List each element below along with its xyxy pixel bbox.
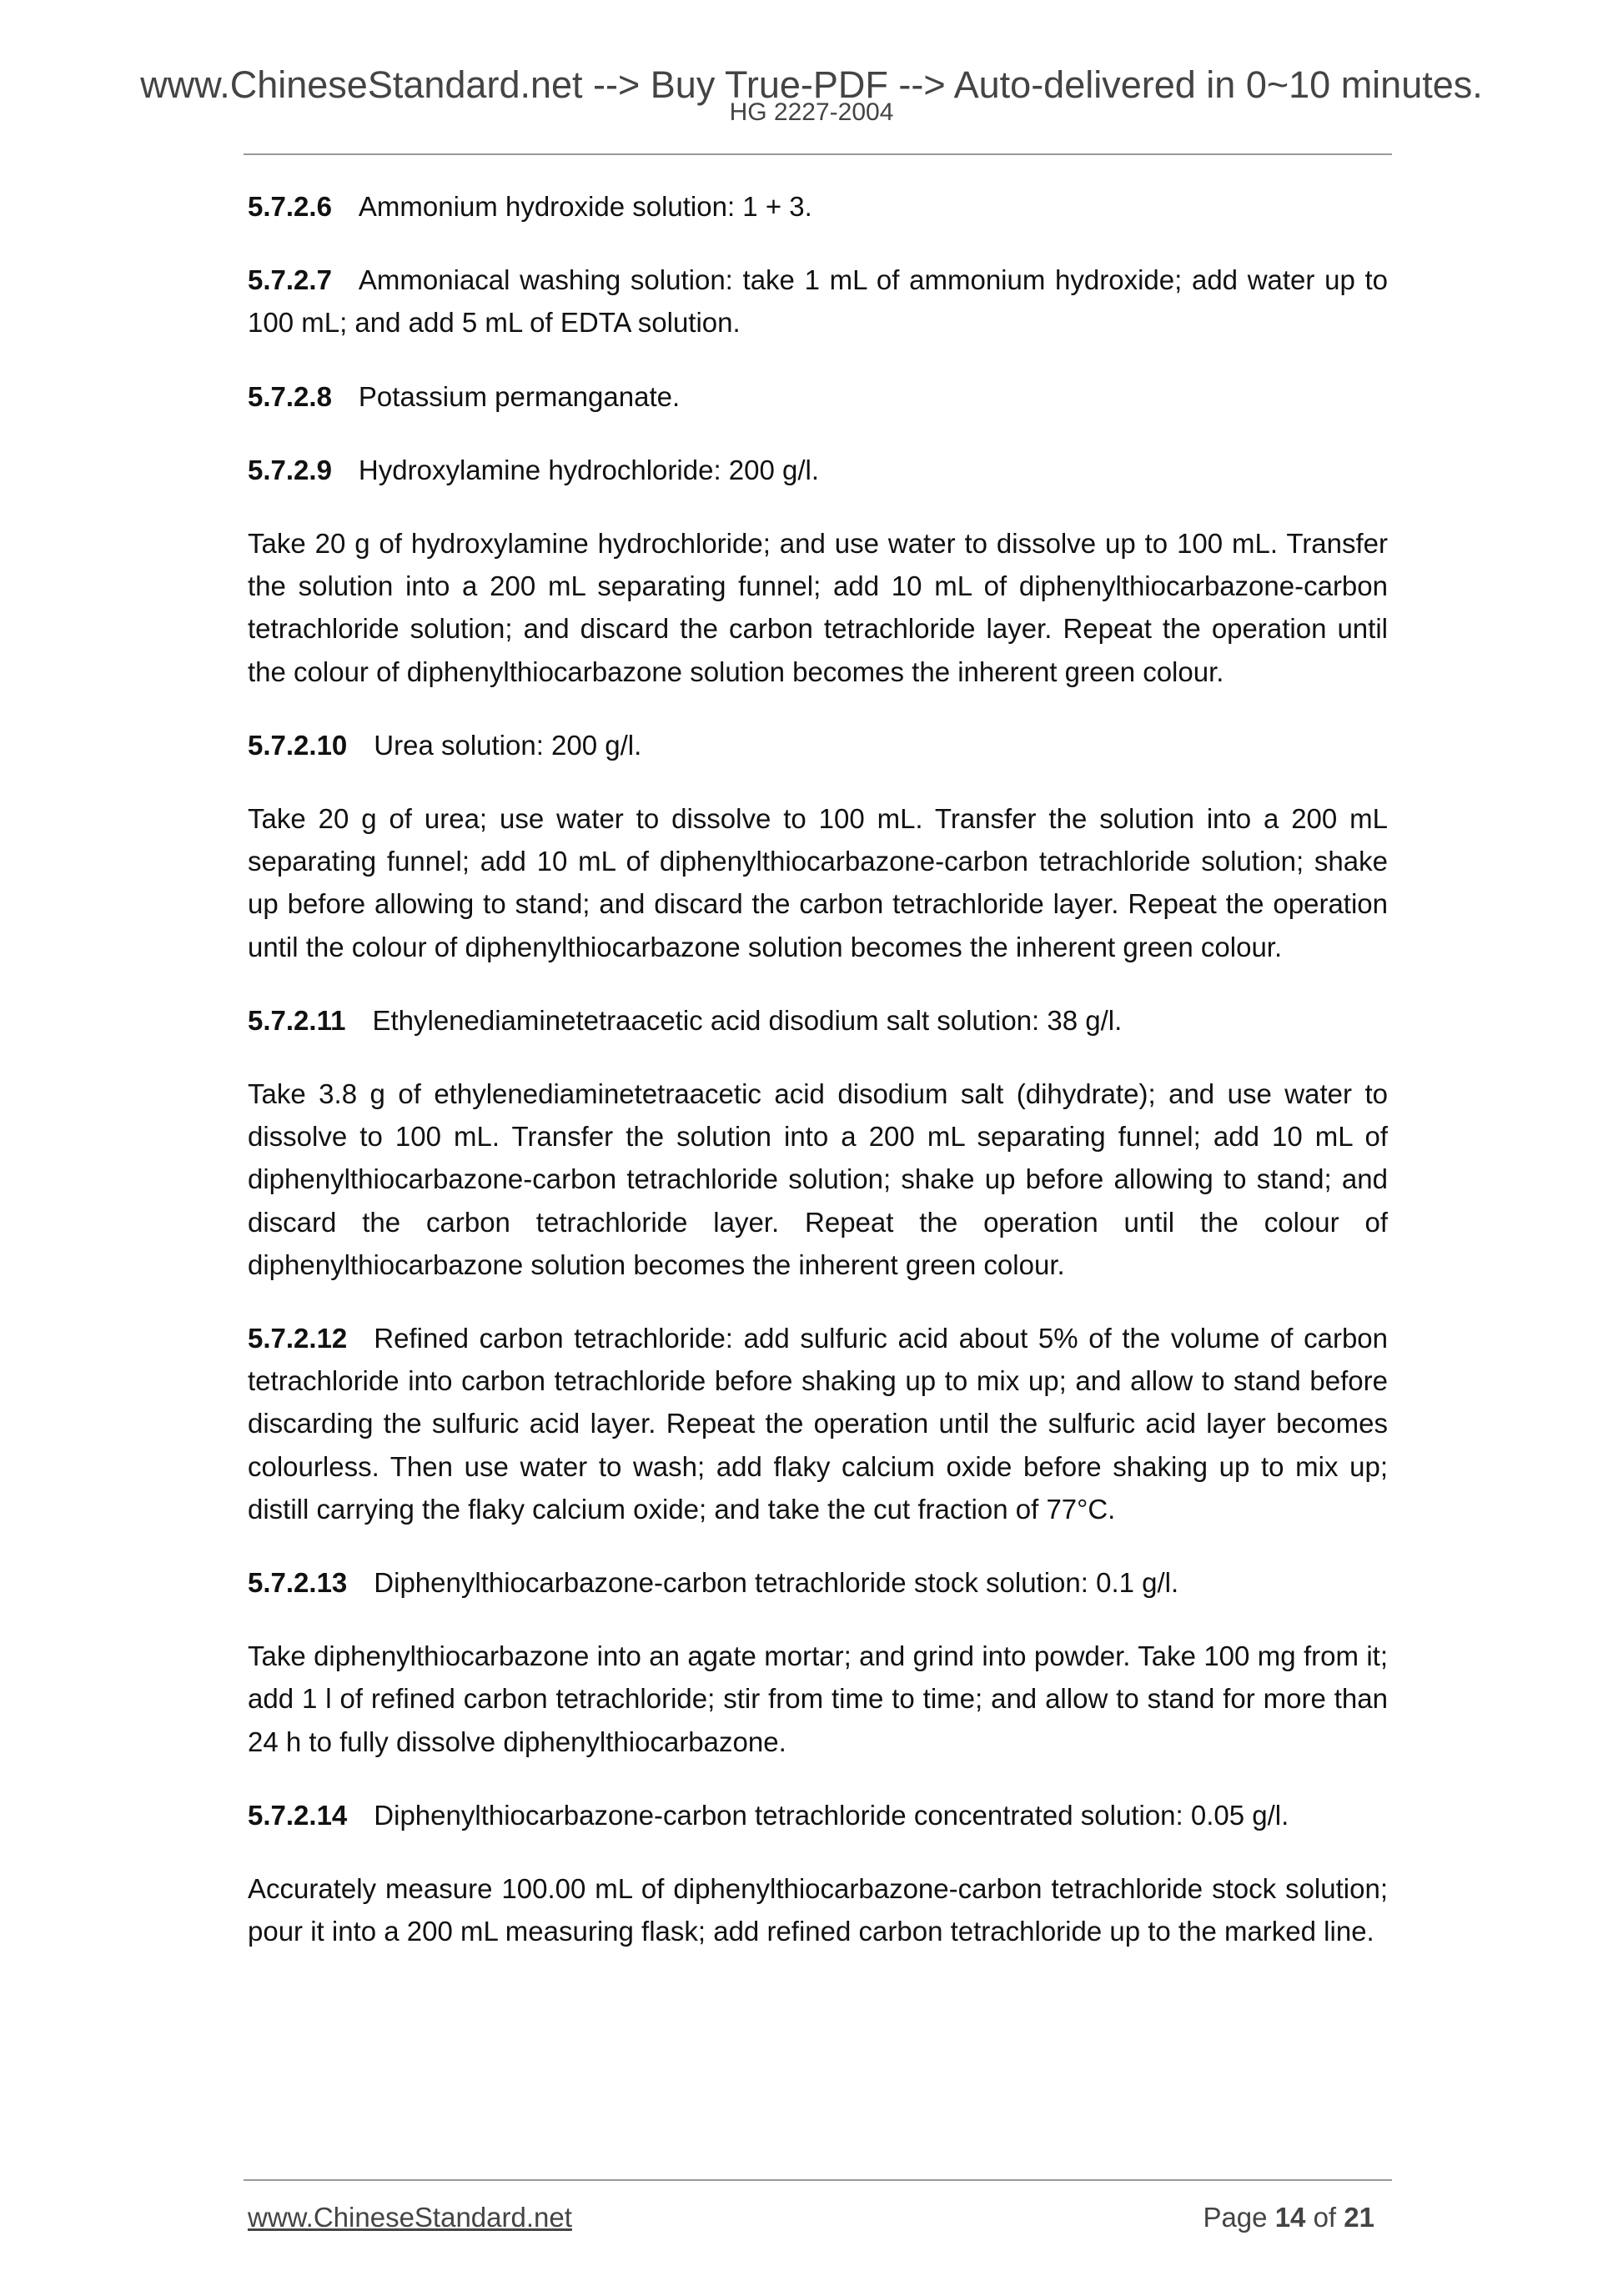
of-label: of <box>1313 2202 1337 2233</box>
document-id: HG 2227-2004 <box>729 98 894 126</box>
current-page: 14 <box>1274 2202 1306 2233</box>
clause-heading <box>248 375 1388 418</box>
page-label: Page <box>1203 2202 1268 2233</box>
clause-heading <box>248 1794 1388 1836</box>
document-body <box>248 185 1388 1984</box>
header-divider <box>244 153 1392 155</box>
clause-number: 5.7.2.13 <box>248 1567 348 1599</box>
clause-heading <box>248 999 1388 1042</box>
total-pages: 21 <box>1344 2202 1374 2233</box>
clause-paragraph <box>248 1073 1388 1286</box>
clause-heading <box>248 449 1388 491</box>
page-indicator <box>1203 2202 1374 2233</box>
clause-paragraph <box>248 522 1388 693</box>
header-banner[interactable]: www.ChineseStandard.net --> Buy True-PDF --> Auto-delivered in 0~10 minutes. <box>140 63 1483 106</box>
clause-paragraph <box>248 797 1388 968</box>
clause-number: 5.7.2.9 <box>248 454 332 485</box>
clause-heading <box>248 724 1388 766</box>
clause-number: 5.7.2.6 <box>248 191 332 222</box>
clause-text: Refined carbon tetrachloride: add sulfuric acid about 5% of the volume of carbon tetrachloride into carbon tetrachloride before shaking up to mix up; and allow to stand before discarding the sulfuric acid layer. Repeat the operation until the sulfuric acid layer becomes colourless. Then use water to wash; add flaky calcium oxide before shaking up to mix up; distill carrying the flaky calcium oxide; and take the cut fraction of 77°C. <box>248 1323 1388 1525</box>
clause-text: Ammoniacal washing solution: take 1 mL of ammonium hydroxide; add water up to 100 mL; and add 5 mL of EDTA solution. <box>248 264 1388 339</box>
clause-paragraph <box>248 1867 1388 1952</box>
clause-number: 5.7.2.7 <box>248 264 332 296</box>
clause-text: Accurately measure 100.00 mL of diphenylthiocarbazone-carbon tetrachloride stock solution; pour it into a 200 mL measuring flask; add refined carbon tetrachloride up to the marked line. <box>248 1873 1388 1947</box>
clause-text: Take diphenylthiocarbazone into an agate mortar; and grind into powder. Take 100 mg from it; add 1 l of refined carbon tetrachloride; stir from time to time; and allow to stand for more than 24 h to fully dissolve diphenylthiocarbazone. <box>248 1640 1388 1757</box>
clause-number: 5.7.2.12 <box>248 1323 348 1354</box>
clause-number: 5.7.2.8 <box>248 380 332 412</box>
clause-text: Diphenylthiocarbazone-carbon tetrachloride stock solution: 0.1 g/l. <box>374 1567 1179 1599</box>
footer-divider <box>244 2179 1392 2181</box>
clause-heading <box>248 1561 1388 1604</box>
clause-number: 5.7.2.10 <box>248 729 348 761</box>
clause-text: Take 20 g of hydroxylamine hydrochloride; and use water to dissolve up to 100 mL. Transfer the solution into a 200 mL separating funnel; add 10 mL of diphenylthiocarbazone-carbon tetrachloride solution; and discard the carbon tetrachloride layer. Repeat the operation until the colour of diphenylthiocarbazone solution becomes the inherent green colour. <box>248 528 1388 687</box>
clause-heading <box>248 1317 1388 1530</box>
clause-paragraph <box>248 1635 1388 1763</box>
clause-text: Take 3.8 g of ethylenediaminetetraacetic acid disodium salt (dihydrate); and use water to dissolve to 100 mL. Transfer the solution into a 200 mL separating funnel; add 10 mL of diphenylthiocarbazone-carbon tetrachloride solution; shake up before allowing to stand; and discard the carbon tetrachloride layer. Repeat the operation until the colour of diphenylthiocarbazone solution becomes the inherent green colour. <box>248 1078 1388 1280</box>
clause-text: Potassium permanganate. <box>358 380 681 412</box>
clause-heading <box>248 185 1388 228</box>
clause-text: Ethylenediaminetetraacetic acid disodium salt solution: 38 g/l. <box>372 1004 1123 1036</box>
clause-text: Diphenylthiocarbazone-carbon tetrachloride concentrated solution: 0.05 g/l. <box>374 1799 1289 1831</box>
clause-text: Take 20 g of urea; use water to dissolve to 100 mL. Transfer the solution into a 200 mL separating funnel; add 10 mL of diphenylthiocarbazone-carbon tetrachloride solution; shake up before allowing to stand; and discard the carbon tetrachloride layer. Repeat the operation until the colour of diphenylthiocarbazone solution becomes the inherent green colour. <box>248 803 1388 962</box>
footer-site-link[interactable]: www.ChineseStandard.net <box>248 2202 572 2233</box>
clause-text: Ammonium hydroxide solution: 1 + 3. <box>358 191 812 222</box>
clause-text: Hydroxylamine hydrochloride: 200 g/l. <box>358 454 820 485</box>
clause-number: 5.7.2.14 <box>248 1799 348 1831</box>
clause-heading <box>248 259 1388 344</box>
clause-text: Urea solution: 200 g/l. <box>374 729 642 761</box>
clause-number: 5.7.2.11 <box>248 1004 346 1036</box>
